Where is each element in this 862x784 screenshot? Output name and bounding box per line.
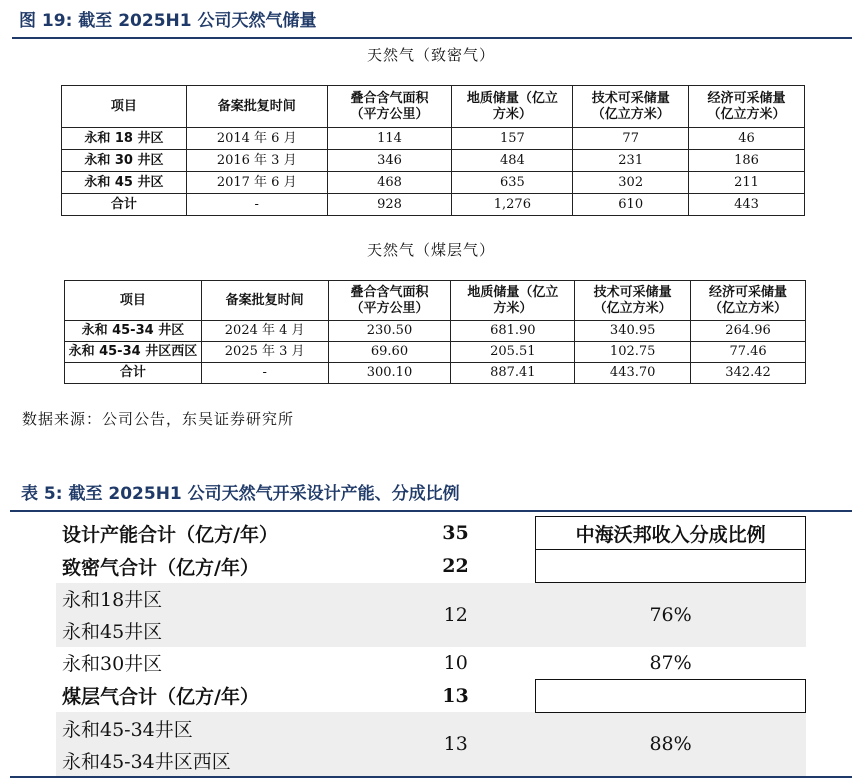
table-cell: 77.46 bbox=[691, 342, 806, 363]
column-header: 技术可采储量 （亿立方米） bbox=[575, 281, 691, 321]
total-capacity-value: 35 bbox=[442, 522, 469, 544]
table-cell: 231 bbox=[573, 150, 689, 172]
block-capacity: 13 bbox=[376, 712, 536, 776]
table-cell: 342.42 bbox=[691, 363, 806, 384]
table5-title-text: 截至 2025H1 公司天然气开采设计产能、分成比例 bbox=[68, 484, 460, 504]
column-header: 经济可采储量 （亿立方米） bbox=[689, 86, 805, 128]
column-header: 备案批复时间 bbox=[186, 86, 327, 128]
table-cell: 300.10 bbox=[328, 363, 451, 384]
bottom-rule bbox=[10, 776, 852, 778]
table-cell: 302 bbox=[573, 172, 689, 194]
column-header: 叠合含气面积 （平方公里） bbox=[327, 86, 452, 128]
table5-label: 表 5: bbox=[21, 484, 63, 504]
block-name: 永和45井区 bbox=[56, 615, 376, 647]
block-capacity: 10 bbox=[443, 651, 468, 674]
table-row bbox=[56, 647, 806, 680]
column-header: 地质储量（亿立 方米） bbox=[451, 281, 575, 321]
table-cell: 77 bbox=[573, 128, 689, 150]
table-cell: - bbox=[201, 363, 328, 384]
row-label: 永和 45-34 井区西区 bbox=[65, 342, 202, 363]
column-header: 地质储量（亿立 方米） bbox=[452, 86, 573, 128]
table-row bbox=[56, 679, 806, 712]
table-row bbox=[65, 321, 806, 342]
block-name: 永和18井区 bbox=[56, 583, 376, 615]
table-row bbox=[56, 712, 806, 744]
table-cell: 2017 年 6 月 bbox=[186, 172, 327, 194]
row-label: 永和 30 井区 bbox=[62, 150, 187, 172]
tight-gas-total-label: 致密气合计（亿方/年） bbox=[62, 556, 259, 579]
table-cell: 264.96 bbox=[691, 321, 806, 342]
table-cell: 681.90 bbox=[451, 321, 575, 342]
table5-title bbox=[21, 479, 460, 504]
revenue-share-header: 中海沃邦收入分成比例 bbox=[536, 517, 806, 550]
table-cell: 340.95 bbox=[575, 321, 691, 342]
table-cell: 186 bbox=[689, 150, 805, 172]
table-cell: 443.70 bbox=[575, 363, 691, 384]
tight-gas-table bbox=[61, 85, 805, 216]
column-header: 经济可采储量 （亿立方米） bbox=[691, 281, 806, 321]
table-cell: 46 bbox=[689, 128, 805, 150]
table-row bbox=[56, 517, 806, 550]
table-row bbox=[56, 550, 806, 583]
table-cell: 69.60 bbox=[328, 342, 451, 363]
data-source-note: 数据来源：公司公告，东吴证券研究所 bbox=[22, 410, 295, 428]
empty-cell bbox=[536, 679, 806, 712]
table-cell: 114 bbox=[327, 128, 452, 150]
block-name: 永和30井区 bbox=[62, 653, 163, 676]
row-label: 永和 45-34 井区 bbox=[65, 321, 202, 342]
table-cell: 102.75 bbox=[575, 342, 691, 363]
figure-title-text: 截至 2025H1 公司天然气储量 bbox=[78, 11, 317, 31]
table-cell: 2025 年 3 月 bbox=[201, 342, 328, 363]
table-cell: 928 bbox=[327, 194, 452, 216]
tight-gas-caption: 天然气（致密气） bbox=[366, 46, 495, 64]
table-cell: 346 bbox=[327, 150, 452, 172]
table-header-row bbox=[65, 281, 806, 321]
table5-title-rule bbox=[10, 510, 852, 512]
row-label: 永和 45 井区 bbox=[62, 172, 187, 194]
table-row bbox=[62, 150, 805, 172]
table-cell: 887.41 bbox=[451, 363, 575, 384]
table-cell: 443 bbox=[689, 194, 805, 216]
table-cell: 1,276 bbox=[452, 194, 573, 216]
block-capacity: 12 bbox=[376, 583, 536, 647]
column-header: 备案批复时间 bbox=[201, 281, 328, 321]
table-cell: 484 bbox=[452, 150, 573, 172]
table-cell: 2016 年 3 月 bbox=[186, 150, 327, 172]
cbm-total-label: 煤层气合计（亿方/年） bbox=[62, 686, 259, 708]
table-header-row bbox=[62, 86, 805, 128]
figure-title bbox=[19, 6, 317, 31]
column-header: 项目 bbox=[62, 86, 187, 128]
cbm-table bbox=[64, 280, 806, 384]
block-share: 76% bbox=[536, 583, 806, 647]
cbm-caption: 天然气（煤层气） bbox=[366, 241, 495, 259]
table-row bbox=[65, 363, 806, 384]
table-cell: 230.50 bbox=[328, 321, 451, 342]
block-share: 87% bbox=[649, 651, 692, 674]
table-row bbox=[62, 194, 805, 216]
table-row bbox=[65, 342, 806, 363]
table-row bbox=[62, 172, 805, 194]
table-cell: 2014 年 6 月 bbox=[186, 128, 327, 150]
empty-cell bbox=[536, 550, 806, 583]
block-name: 永和45-34井区西区 bbox=[56, 744, 376, 776]
table-cell: 468 bbox=[327, 172, 452, 194]
table-cell: 635 bbox=[452, 172, 573, 194]
table-cell: 2024 年 4 月 bbox=[201, 321, 328, 342]
block-name: 永和45-34井区 bbox=[56, 712, 376, 744]
cbm-total-value: 13 bbox=[442, 684, 469, 707]
figure-title-rule bbox=[12, 37, 852, 39]
tight-gas-total-value: 22 bbox=[442, 555, 469, 577]
table-row bbox=[62, 128, 805, 150]
table-cell: 205.51 bbox=[451, 342, 575, 363]
table-cell: 610 bbox=[573, 194, 689, 216]
column-header: 技术可采储量 （亿立方米） bbox=[573, 86, 689, 128]
column-header: 项目 bbox=[65, 281, 202, 321]
figure-label: 图 19: bbox=[19, 11, 73, 31]
total-capacity-label: 设计产能合计（亿方/年） bbox=[62, 523, 278, 546]
table-cell: 211 bbox=[689, 172, 805, 194]
capacity-share-table bbox=[56, 516, 806, 776]
row-label: 合计 bbox=[65, 363, 202, 384]
row-label: 合计 bbox=[62, 194, 187, 216]
table-row bbox=[56, 583, 806, 615]
table-cell: - bbox=[186, 194, 327, 216]
block-share: 88% bbox=[536, 712, 806, 776]
table-cell: 157 bbox=[452, 128, 573, 150]
row-label: 永和 18 井区 bbox=[62, 128, 187, 150]
column-header: 叠合含气面积 （平方公里） bbox=[328, 281, 451, 321]
